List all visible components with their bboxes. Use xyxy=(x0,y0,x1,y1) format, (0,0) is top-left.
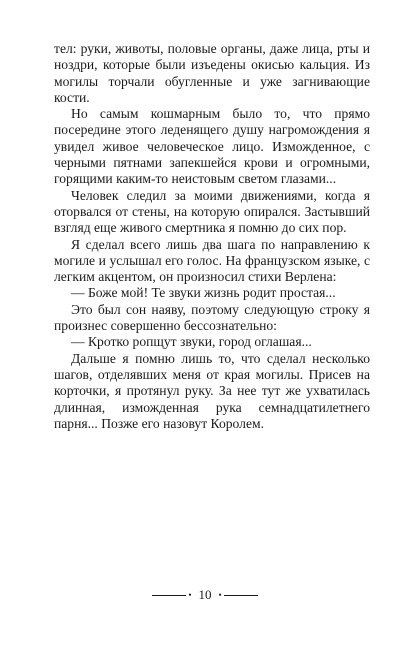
paragraph-4: Я сделал всего лишь два шага по направлению к могиле и услышал его голос. На французском языке, с легким акцентом, он произносил стихи Верлена: xyxy=(54,236,370,285)
page-footer xyxy=(0,587,410,603)
footer-ornament-right xyxy=(217,591,258,600)
verse-line-2: — Кротко ропщут звуки, город оглашая... xyxy=(71,334,312,350)
ornament-line-right xyxy=(224,595,258,596)
paragraph-6: Дальше я помню лишь то, что сделал несколько шагов, отделявших меня от края могилы. Присев на корточки, я протянул руку. За нее тут же ухватилась длинная, изможденная рука семнадцатилетнего парня... Позже его назовут Королем. xyxy=(54,350,370,431)
ornament-dot-left: • xyxy=(188,589,192,600)
page-number: 10 xyxy=(198,587,212,602)
ornament-line-left xyxy=(152,595,186,596)
paragraph-2: Но самым кошмарным было то, что прямо посередине этого леденящего душу нагромождения я увидел живое человеческое лицо. Изможденное, с черными пятнами запекшейся крови и огромными, горящими каким-то неистовым светом глазами... xyxy=(54,106,370,187)
ornament-dot-right: • xyxy=(218,589,222,600)
paragraph-3: Человек следил за моими движениями, когда я оторвался от стены, на которую опирался. Застывший взгляд еще живого смертника я помню до сих пор. xyxy=(54,187,370,236)
footer-ornament-left xyxy=(152,591,193,600)
verse-line-1: — Боже мой! Те звуки жизнь родит простая... xyxy=(71,285,336,301)
body-text xyxy=(54,41,370,432)
paragraph-1: тел: руки, животы, половые органы, даже лица, рты и ноздри, которые были изъедены окисью кальция. Из могилы торчали обугленные и уже загнивающие кости. xyxy=(54,41,370,105)
paragraph-5: Это был сон наяву, поэтому следующую строку я произнес совершенно бессознательно: xyxy=(54,301,370,334)
